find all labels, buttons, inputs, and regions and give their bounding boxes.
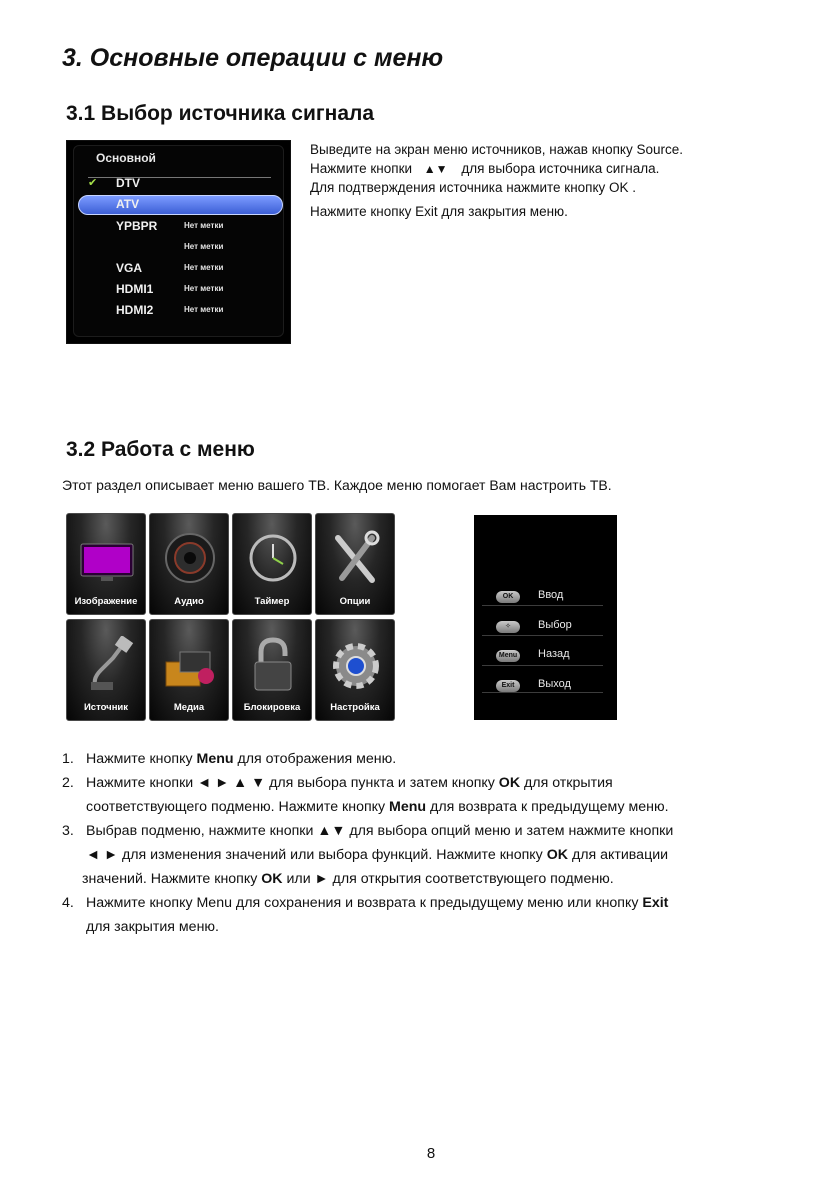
divider — [482, 665, 603, 666]
source-row — [74, 240, 283, 258]
check-icon: ✔ — [88, 177, 98, 189]
source-row — [74, 303, 283, 321]
source-tag: Нет метки — [184, 263, 224, 272]
source-name: VGA — [116, 261, 143, 275]
section-heading-source: 3.1 Выбор источника сигнала — [66, 102, 375, 125]
tile-label: Блокировка — [243, 702, 301, 713]
source-tag: Нет метки — [184, 221, 224, 230]
menu-tile-lock — [232, 619, 312, 721]
source-row — [74, 219, 283, 237]
instruction-line: Выведите на экран меню источников, нажав кнопку Source. — [310, 142, 683, 157]
source-name: DTV — [116, 176, 140, 190]
ok-key-icon: OK — [496, 591, 520, 603]
tile-label: Изображение — [74, 596, 138, 607]
speaker-icon — [160, 530, 220, 590]
step-number: 1. — [62, 751, 74, 767]
lock-icon — [243, 636, 303, 696]
help-text: Ввод — [538, 589, 564, 601]
tile-label: Опции — [339, 596, 371, 607]
divider — [482, 692, 603, 693]
help-text: Выбор — [538, 619, 572, 631]
step-number: 3. — [62, 823, 74, 839]
help-row — [474, 642, 617, 672]
section-intro: Этот раздел описывает меню вашего ТВ. Каждое меню помогает Вам настроить ТВ. — [62, 477, 612, 493]
instruction-text: для выбора источника сигнала. — [461, 161, 660, 176]
menu-tile-picture — [66, 513, 146, 615]
step-item: 4. Нажмите кнопку Menu для сохранения и возврата к предыдущему меню или кнопку Exit для закрытия меню. — [62, 891, 782, 939]
page-title: 3. Основные операции с меню — [62, 44, 444, 72]
source-row — [74, 282, 283, 300]
menu-tile-options — [315, 513, 395, 615]
menu-tile-source — [66, 619, 146, 721]
tools-icon — [326, 530, 386, 590]
tile-label: Аудио — [174, 596, 204, 607]
help-text: Назад — [538, 648, 570, 660]
source-row — [74, 197, 283, 215]
source-name: HDMI2 — [116, 303, 154, 317]
clock-icon — [243, 530, 303, 590]
instruction-line: Нажмите кнопку Exit для закрытия меню. — [310, 204, 568, 219]
source-tag: Нет метки — [184, 305, 224, 314]
arrow-keys-icon: ▲▼ — [423, 162, 448, 176]
instruction-line — [310, 161, 659, 176]
help-row — [474, 672, 617, 702]
menu-tile-timer — [232, 513, 312, 615]
tile-label: Медиа — [173, 702, 205, 713]
main-menu-grid — [66, 513, 396, 723]
exit-key-icon: Exit — [496, 680, 520, 692]
tile-label: Таймер — [254, 596, 290, 607]
tv-icon — [77, 530, 137, 590]
source-menu-title: Основной — [96, 151, 156, 165]
source-tag: Нет метки — [184, 284, 224, 293]
help-panel — [474, 515, 617, 720]
source-name: YPBPR — [116, 219, 158, 233]
menu-key-icon: Menu — [496, 650, 520, 662]
help-text: Выход — [538, 678, 571, 690]
source-name: ATV — [116, 197, 140, 211]
help-row — [474, 613, 617, 643]
divider — [482, 635, 603, 636]
step-item: 1. Нажмите кнопку Menu для отображения меню. — [62, 747, 782, 771]
cable-icon — [77, 636, 137, 696]
navigate-key-icon: ✧ — [496, 621, 520, 633]
source-tag: Нет метки — [184, 242, 224, 251]
source-row — [74, 176, 283, 194]
menu-tile-audio — [149, 513, 229, 615]
step-number: 4. — [62, 895, 74, 911]
page-number: 8 — [426, 1145, 436, 1162]
step-item: 2. Нажмите кнопки ◄ ► ▲ ▼ для выбора пункта и затем кнопку OK для открытия соответствующего подменю. Нажмите кнопку Menu для возврата к предыдущему меню. — [62, 771, 782, 819]
divider — [482, 605, 603, 606]
step-item: 3. Выбрав подменю, нажмите кнопки ▲▼ для выбора опций меню и затем нажмите кнопки ◄ ► для изменения значений или выбора функций. Нажмите кнопку OK для активации значений. Нажмите кнопку OK или ► для открытия соответствующего подменю. — [62, 819, 782, 891]
source-name: HDMI1 — [116, 282, 154, 296]
menu-tile-settings — [315, 619, 395, 721]
instruction-text: Нажмите кнопки — [310, 161, 413, 176]
gear-icon — [326, 636, 386, 696]
tile-label: Источник — [83, 702, 129, 713]
help-row — [474, 583, 617, 613]
menu-tile-media — [149, 619, 229, 721]
source-menu-screenshot — [66, 140, 291, 344]
section-heading-menu: 3.2 Работа с меню — [66, 438, 255, 461]
step-number: 2. — [62, 775, 74, 791]
instruction-line: Для подтверждения источника нажмите кнопку OK . — [310, 180, 637, 195]
source-row — [74, 261, 283, 279]
tile-label: Настройка — [330, 702, 380, 713]
instruction-steps — [62, 747, 782, 939]
media-icon — [160, 636, 220, 696]
